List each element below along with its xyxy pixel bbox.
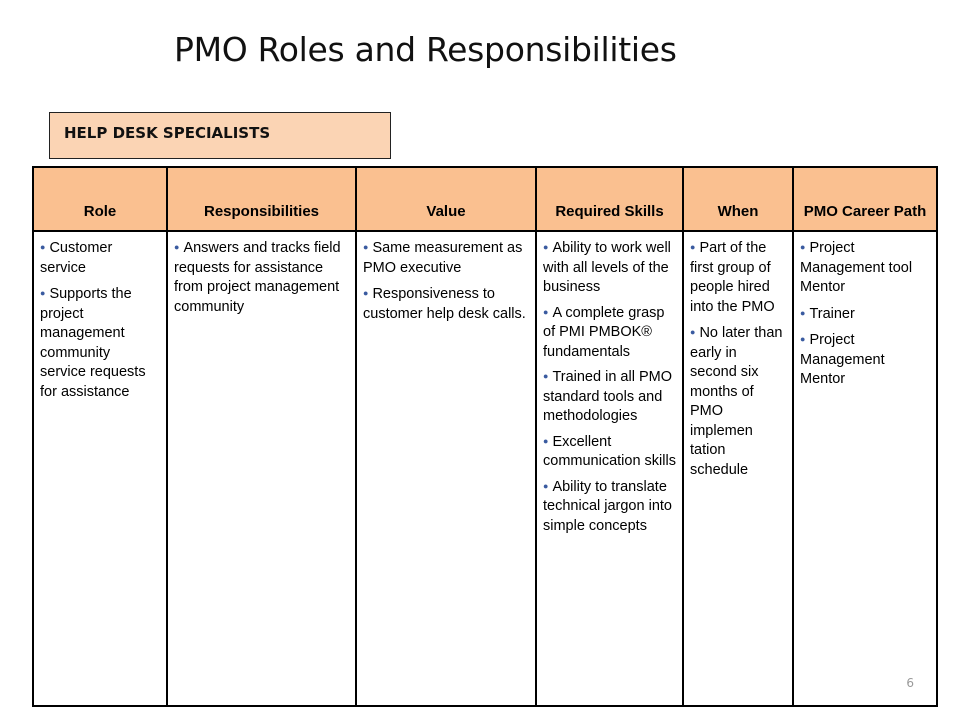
- page-number: 6: [906, 676, 914, 690]
- header-required-skills: Required Skills: [536, 167, 683, 231]
- list-item: ● Trainer: [800, 304, 930, 325]
- list-item: ● Trained in all PMO standard tools and methodologies: [543, 367, 676, 427]
- list-item: ● No later than early in second six months of PMO implemen tation schedule: [690, 323, 786, 480]
- list-item: ● Project Management tool Mentor: [800, 238, 930, 298]
- cell-when: [683, 231, 793, 706]
- header-career-path: PMO Career Path: [793, 167, 937, 231]
- roles-table: [32, 166, 938, 707]
- cell-responsibilities: [167, 231, 356, 706]
- list-item: ● Customer service: [40, 238, 160, 278]
- list-item: ● Excellent communication skills: [543, 432, 676, 472]
- cell-required-skills: [536, 231, 683, 706]
- slide-title: PMO Roles and Responsibilities: [174, 30, 677, 69]
- header-responsibilities: Responsibilities: [167, 167, 356, 231]
- list-item: ● Supports the project management community service requests for assistance: [40, 284, 160, 402]
- cell-career-path: [793, 231, 937, 706]
- list-item: ● Responsiveness to customer help desk calls.: [363, 284, 529, 324]
- list-item: ● Answers and tracks field requests for assistance from project management community: [174, 238, 349, 317]
- cell-role: [33, 231, 167, 706]
- table-row: [33, 231, 937, 706]
- cell-value: [356, 231, 536, 706]
- list-item: ● Ability to work well with all levels of the business: [543, 238, 676, 298]
- list-item: ● Same measurement as PMO executive: [363, 238, 529, 278]
- header-role: Role: [33, 167, 167, 231]
- section-label-box: [49, 112, 391, 159]
- list-item: ● Part of the first group of people hired into the PMO: [690, 238, 786, 317]
- list-item: ● Project Management Mentor: [800, 330, 930, 390]
- list-item: ● A complete grasp of PMI PMBOK® fundamentals: [543, 303, 676, 363]
- table-header-row: [33, 167, 937, 231]
- header-value: Value: [356, 167, 536, 231]
- list-item: ● Ability to translate technical jargon into simple concepts: [543, 477, 676, 537]
- header-when: When: [683, 167, 793, 231]
- section-label: HELP DESK SPECIALISTS: [64, 124, 271, 142]
